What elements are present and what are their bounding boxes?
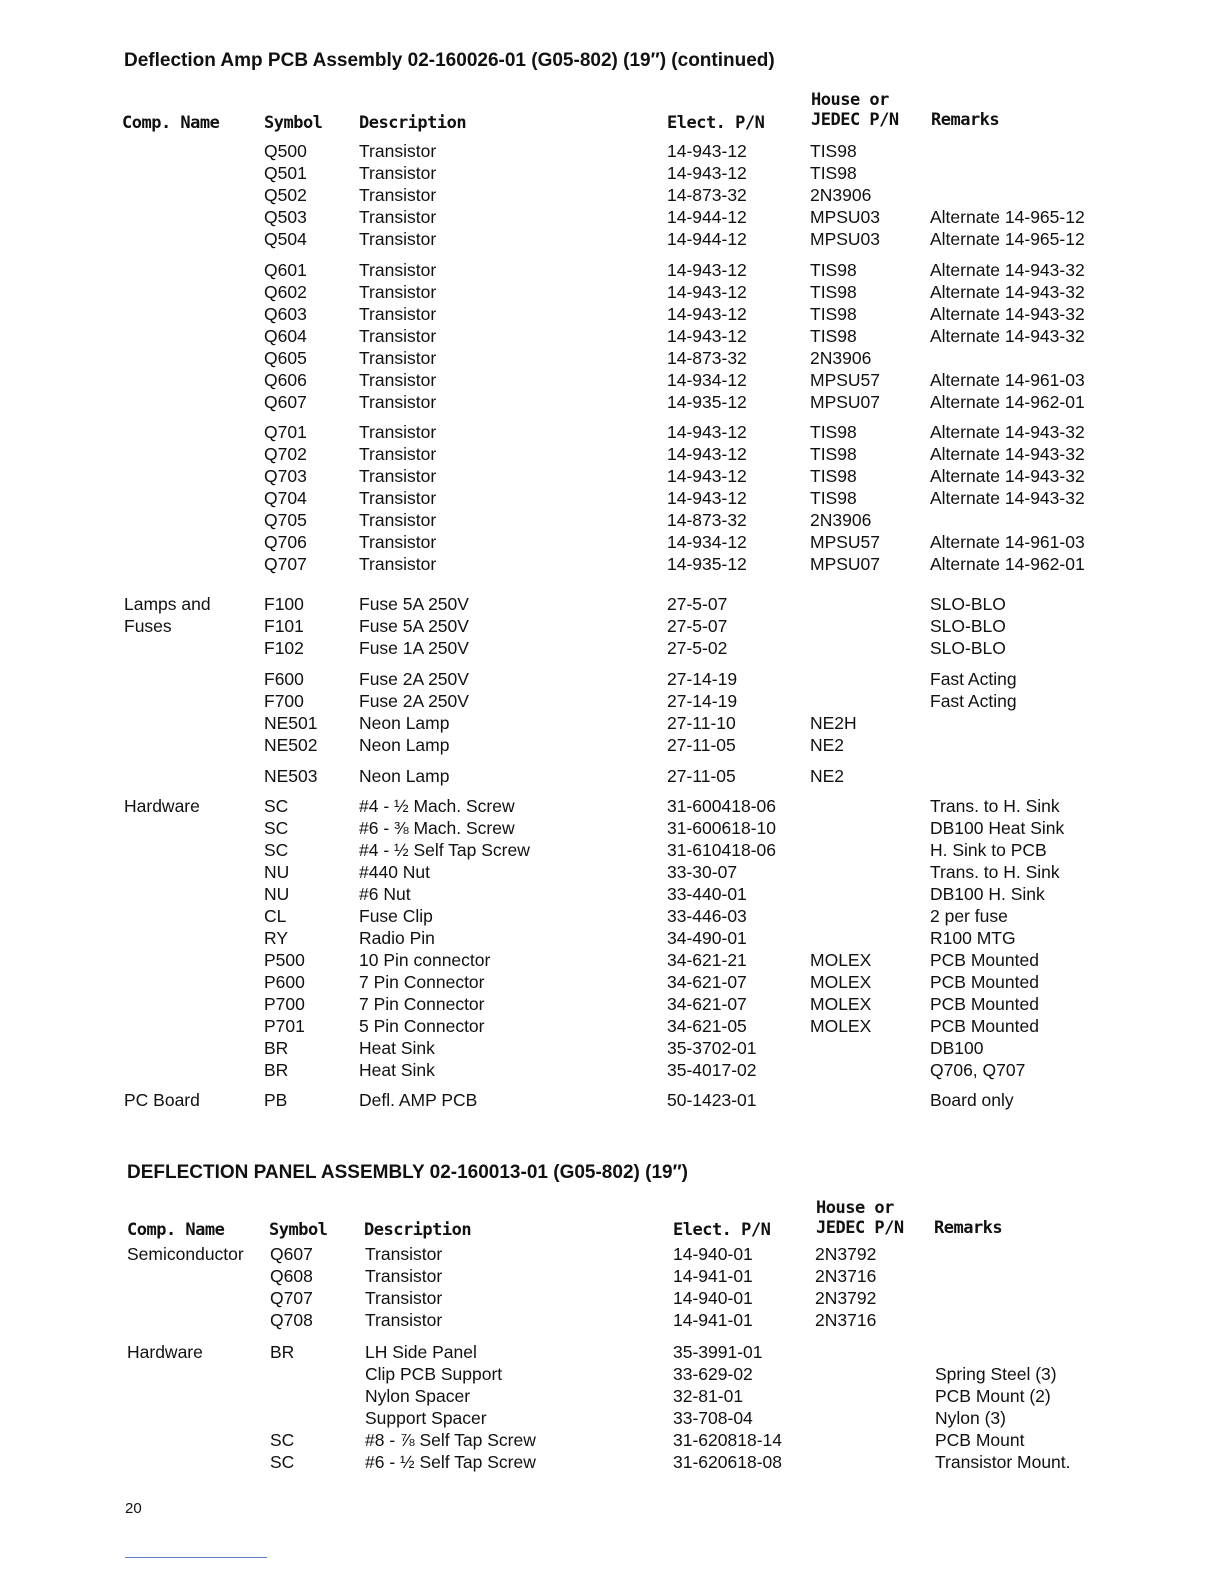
- cell-desc: Transistor: [359, 488, 437, 508]
- cell-desc: LH Side Panel: [365, 1342, 477, 1362]
- table-row: [0, 1341, 1224, 1363]
- cell-symbol: Q706: [264, 532, 307, 552]
- cell-remarks: PCB Mounted: [930, 1016, 1039, 1036]
- cell-symbol: Q707: [270, 1288, 313, 1308]
- cell-elect: 14-873-32: [667, 185, 747, 205]
- cell-remarks: Trans. to H. Sink: [930, 862, 1060, 882]
- cell-elect: 31-600418-06: [667, 796, 776, 816]
- table-row: [0, 883, 1224, 905]
- cell-desc: Radio Pin: [359, 928, 435, 948]
- cell-elect: 14-943-12: [667, 141, 747, 161]
- cell-symbol: Q604: [264, 326, 307, 346]
- cell-elect: 34-490-01: [667, 928, 747, 948]
- cell-comp: Fuses: [124, 616, 172, 636]
- cell-remarks: PCB Mounted: [930, 972, 1039, 992]
- cell-symbol: Q701: [264, 422, 307, 442]
- table-row: [0, 1015, 1224, 1037]
- cell-desc: Transistor: [359, 466, 437, 486]
- cell-house: MOLEX: [810, 950, 872, 970]
- cell-elect: 34-621-21: [667, 950, 747, 970]
- cell-desc: Transistor: [365, 1288, 443, 1308]
- cell-desc: Heat Sink: [359, 1038, 435, 1058]
- cell-desc: Transistor: [359, 510, 437, 530]
- cell-remarks: Alternate 14-961-03: [930, 532, 1085, 552]
- cell-elect: 14-943-12: [667, 260, 747, 280]
- cell-desc: #8 - ⅞ Self Tap Screw: [365, 1430, 536, 1450]
- cell-desc: #4 - ½ Mach. Screw: [359, 796, 515, 816]
- table-row: [0, 712, 1224, 734]
- header-house-line1: House or: [811, 90, 889, 110]
- table-row: [0, 1287, 1224, 1309]
- cell-remarks: Trans. to H. Sink: [930, 796, 1060, 816]
- cell-elect: 14-941-01: [673, 1266, 753, 1286]
- header-symbol: Symbol: [264, 113, 323, 133]
- cell-symbol: NE502: [264, 735, 318, 755]
- table-row: [0, 140, 1224, 162]
- table-row: [0, 1089, 1224, 1111]
- cell-elect: 34-621-07: [667, 994, 747, 1014]
- cell-symbol: Q702: [264, 444, 307, 464]
- cell-house: MPSU57: [810, 532, 881, 552]
- cell-desc: Fuse 2A 250V: [359, 669, 469, 689]
- cell-remarks: Board only: [930, 1090, 1014, 1110]
- cell-symbol: Q501: [264, 163, 307, 183]
- cell-elect: 14-943-12: [667, 422, 747, 442]
- cell-remarks: DB100 H. Sink: [930, 884, 1045, 904]
- cell-house: TIS98: [810, 444, 857, 464]
- cell-desc: Transistor: [359, 207, 437, 227]
- cell-house: TIS98: [810, 304, 857, 324]
- cell-elect: 14-943-12: [667, 304, 747, 324]
- table-row: [0, 1037, 1224, 1059]
- cell-house: MPSU57: [810, 370, 881, 390]
- table-row: [0, 509, 1224, 531]
- header-comp-name: Comp. Name: [122, 113, 220, 133]
- cell-desc: Nylon Spacer: [365, 1386, 471, 1406]
- cell-symbol: Q606: [264, 370, 307, 390]
- table-row: [0, 839, 1224, 861]
- cell-desc: Transistor: [359, 532, 437, 552]
- cell-comp: PC Board: [124, 1090, 200, 1110]
- cell-desc: Transistor: [359, 444, 437, 464]
- cell-elect: 31-620818-14: [673, 1430, 782, 1450]
- cell-elect: 14-943-12: [667, 466, 747, 486]
- cell-elect: 35-3702-01: [667, 1038, 757, 1058]
- cell-house: 2N3906: [810, 185, 872, 205]
- cell-comp: Hardware: [127, 1342, 203, 1362]
- cell-remarks: DB100: [930, 1038, 984, 1058]
- cell-elect: 32-81-01: [673, 1386, 744, 1406]
- cell-desc: #6 - ⅜ Mach. Screw: [359, 818, 515, 838]
- cell-desc: #6 - ½ Self Tap Screw: [365, 1452, 536, 1472]
- cell-elect: 31-620618-08: [673, 1452, 782, 1472]
- cell-desc: Fuse Clip: [359, 906, 433, 926]
- cell-elect: 14-873-32: [667, 348, 747, 368]
- page-number: 20: [125, 1500, 142, 1517]
- cell-house: MPSU03: [810, 207, 881, 227]
- cell-symbol: SC: [270, 1430, 295, 1450]
- cell-remarks: PCB Mount (2): [935, 1386, 1051, 1406]
- cell-symbol: F100: [264, 594, 304, 614]
- cell-house: TIS98: [810, 282, 857, 302]
- cell-symbol: P500: [264, 950, 305, 970]
- cell-remarks: Fast Acting: [930, 691, 1017, 711]
- cell-desc: Fuse 1A 250V: [359, 638, 469, 658]
- cell-desc: #440 Nut: [359, 862, 431, 882]
- cell-house: MOLEX: [810, 972, 872, 992]
- cell-house: 2N3906: [810, 510, 872, 530]
- cell-elect: 33-629-02: [673, 1364, 753, 1384]
- header-elect-pn: Elect. P/N: [667, 113, 765, 133]
- cell-house: TIS98: [810, 466, 857, 486]
- cell-symbol: Q705: [264, 510, 307, 530]
- header-elect-pn: Elect. P/N: [673, 1220, 771, 1240]
- cell-symbol: PB: [264, 1090, 288, 1110]
- cell-desc: Transistor: [359, 348, 437, 368]
- section-title: DEFLECTION PANEL ASSEMBLY 02-160013-01 (G05-802) (19″): [127, 1162, 689, 1183]
- table-row: [0, 347, 1224, 369]
- header-house-line1: House or: [816, 1198, 894, 1218]
- table-row: [0, 303, 1224, 325]
- cell-house: TIS98: [810, 163, 857, 183]
- cell-remarks: Alternate 14-962-01: [930, 392, 1085, 412]
- cell-comp: Lamps and: [124, 594, 211, 614]
- cell-remarks: H. Sink to PCB: [930, 840, 1047, 860]
- cell-elect: 34-621-07: [667, 972, 747, 992]
- cell-desc: 5 Pin Connector: [359, 1016, 485, 1036]
- table-row: [0, 690, 1224, 712]
- cell-desc: Neon Lamp: [359, 735, 450, 755]
- cell-symbol: Q603: [264, 304, 307, 324]
- cell-elect: 33-30-07: [667, 862, 738, 882]
- cell-symbol: SC: [264, 840, 289, 860]
- cell-desc: 7 Pin Connector: [359, 972, 485, 992]
- cell-house: 2N3792: [815, 1244, 877, 1264]
- cell-symbol: Q504: [264, 229, 307, 249]
- cell-remarks: DB100 Heat Sink: [930, 818, 1065, 838]
- section-title: Deflection Amp PCB Assembly 02-160026-01 (G05-802) (19″) (continued): [124, 50, 775, 71]
- table-row: [0, 668, 1224, 690]
- cell-house: MOLEX: [810, 994, 872, 1014]
- table-row: [0, 553, 1224, 575]
- header-description: Description: [364, 1220, 472, 1240]
- cell-comp: Semiconductor: [127, 1244, 244, 1264]
- table-row: [0, 765, 1224, 787]
- cell-elect: 14-934-12: [667, 370, 747, 390]
- cell-symbol: SC: [270, 1452, 295, 1472]
- table-row: [0, 1451, 1224, 1473]
- cell-elect: 27-11-05: [667, 735, 736, 755]
- cell-remarks: Alternate 14-965-12: [930, 207, 1085, 227]
- cell-house: NE2: [810, 735, 845, 755]
- table-row: [0, 281, 1224, 303]
- cell-desc: Transistor: [359, 554, 437, 574]
- cell-remarks: PCB Mount: [935, 1430, 1025, 1450]
- header-description: Description: [359, 113, 467, 133]
- table-row: [0, 443, 1224, 465]
- cell-elect: 35-3991-01: [673, 1342, 763, 1362]
- cell-desc: Transistor: [359, 422, 437, 442]
- cell-elect: 50-1423-01: [667, 1090, 757, 1110]
- cell-remarks: SLO-BLO: [930, 638, 1006, 658]
- cell-remarks: Spring Steel (3): [935, 1364, 1057, 1384]
- cell-desc: Transistor: [359, 392, 437, 412]
- cell-elect: 31-610418-06: [667, 840, 776, 860]
- cell-symbol: BR: [264, 1038, 289, 1058]
- cell-symbol: SC: [264, 818, 289, 838]
- cell-elect: 27-5-02: [667, 638, 728, 658]
- table-row: [0, 734, 1224, 756]
- cell-desc: Support Spacer: [365, 1408, 487, 1428]
- cell-symbol: P701: [264, 1016, 305, 1036]
- cell-desc: Transistor: [359, 229, 437, 249]
- cell-elect: 14-944-12: [667, 229, 747, 249]
- table-row: [0, 1363, 1224, 1385]
- cell-symbol: P600: [264, 972, 305, 992]
- cell-remarks: Alternate 14-943-32: [930, 326, 1085, 346]
- table-row: [0, 391, 1224, 413]
- table-row: [0, 162, 1224, 184]
- cell-elect: 14-943-12: [667, 326, 747, 346]
- cell-desc: Transistor: [359, 141, 437, 161]
- table-row: [0, 1243, 1224, 1265]
- cell-remarks: PCB Mounted: [930, 950, 1039, 970]
- cell-remarks: Fast Acting: [930, 669, 1017, 689]
- cell-symbol: CL: [264, 906, 287, 926]
- header-symbol: Symbol: [269, 1220, 328, 1240]
- cell-remarks: Alternate 14-943-32: [930, 282, 1085, 302]
- cell-remarks: Alternate 14-943-32: [930, 260, 1085, 280]
- table-row: [0, 1309, 1224, 1331]
- cell-desc: Neon Lamp: [359, 713, 450, 733]
- cell-house: MPSU03: [810, 229, 881, 249]
- table-row: [0, 795, 1224, 817]
- cell-elect: 27-5-07: [667, 616, 728, 636]
- cell-house: MPSU07: [810, 392, 881, 412]
- cell-desc: #6 Nut: [359, 884, 411, 904]
- cell-desc: #4 - ½ Self Tap Screw: [359, 840, 530, 860]
- cell-desc: Transistor: [365, 1266, 443, 1286]
- cell-remarks: SLO-BLO: [930, 594, 1006, 614]
- cell-elect: 27-11-05: [667, 766, 736, 786]
- cell-desc: Transistor: [365, 1244, 443, 1264]
- table-row: [0, 228, 1224, 250]
- cell-symbol: Q601: [264, 260, 307, 280]
- cell-house: TIS98: [810, 422, 857, 442]
- cell-remarks: Alternate 14-943-32: [930, 422, 1085, 442]
- cell-desc: Fuse 2A 250V: [359, 691, 469, 711]
- cell-symbol: BR: [264, 1060, 289, 1080]
- table-row: [0, 637, 1224, 659]
- cell-desc: Defl. AMP PCB: [359, 1090, 478, 1110]
- table-row: [0, 421, 1224, 443]
- cell-symbol: Q605: [264, 348, 307, 368]
- cell-remarks: Alternate 14-943-32: [930, 304, 1085, 324]
- table-row: [0, 1059, 1224, 1081]
- cell-elect: 14-943-12: [667, 444, 747, 464]
- cell-desc: 7 Pin Connector: [359, 994, 485, 1014]
- cell-symbol: Q607: [264, 392, 307, 412]
- cell-remarks: Transistor Mount.: [935, 1452, 1071, 1472]
- cell-remarks: Alternate 14-943-32: [930, 444, 1085, 464]
- cell-house: TIS98: [810, 260, 857, 280]
- cell-symbol: NE501: [264, 713, 318, 733]
- cell-symbol: F102: [264, 638, 304, 658]
- table-row: [0, 531, 1224, 553]
- cell-remarks: Alternate 14-961-03: [930, 370, 1085, 390]
- table-row: [0, 1265, 1224, 1287]
- cell-symbol: BR: [270, 1342, 295, 1362]
- cell-elect: 14-935-12: [667, 554, 747, 574]
- cell-elect: 27-14-19: [667, 669, 738, 689]
- cell-desc: Clip PCB Support: [365, 1364, 503, 1384]
- cell-elect: 14-940-01: [673, 1244, 753, 1264]
- cell-elect: 31-600618-10: [667, 818, 776, 838]
- cell-house: NE2: [810, 766, 845, 786]
- cell-comp: Hardware: [124, 796, 200, 816]
- cell-desc: Fuse 5A 250V: [359, 616, 469, 636]
- cell-elect: 27-14-19: [667, 691, 738, 711]
- cell-elect: 34-621-05: [667, 1016, 747, 1036]
- footer-rule: [125, 1557, 267, 1558]
- cell-elect: 27-5-07: [667, 594, 728, 614]
- cell-house: 2N3906: [810, 348, 872, 368]
- cell-remarks: SLO-BLO: [930, 616, 1006, 636]
- cell-symbol: Q503: [264, 207, 307, 227]
- header-remarks: Remarks: [934, 1218, 1003, 1238]
- cell-elect: 14-943-12: [667, 163, 747, 183]
- cell-desc: Transistor: [359, 185, 437, 205]
- cell-symbol: SC: [264, 796, 289, 816]
- header-remarks: Remarks: [931, 110, 1000, 130]
- table-row: [0, 817, 1224, 839]
- table-row: [0, 1385, 1224, 1407]
- cell-desc: Transistor: [359, 282, 437, 302]
- cell-elect: 14-943-12: [667, 282, 747, 302]
- cell-symbol: P700: [264, 994, 305, 1014]
- table-row: [0, 927, 1224, 949]
- cell-desc: Transistor: [359, 260, 437, 280]
- cell-elect: 27-11-10: [667, 713, 736, 733]
- table-row: [0, 184, 1224, 206]
- table-row: [0, 206, 1224, 228]
- cell-remarks: Q706, Q707: [930, 1060, 1026, 1080]
- cell-elect: 14-873-32: [667, 510, 747, 530]
- table-row: [0, 259, 1224, 281]
- cell-remarks: R100 MTG: [930, 928, 1016, 948]
- cell-elect: 14-934-12: [667, 532, 747, 552]
- cell-remarks: Alternate 14-965-12: [930, 229, 1085, 249]
- table-row: [0, 615, 1224, 637]
- cell-desc: Neon Lamp: [359, 766, 450, 786]
- cell-desc: Transistor: [359, 326, 437, 346]
- cell-elect: 33-708-04: [673, 1408, 753, 1428]
- cell-remarks: PCB Mounted: [930, 994, 1039, 1014]
- cell-desc: Transistor: [359, 304, 437, 324]
- cell-symbol: Q608: [270, 1266, 313, 1286]
- cell-desc: Transistor: [359, 163, 437, 183]
- cell-symbol: NE503: [264, 766, 318, 786]
- cell-symbol: Q703: [264, 466, 307, 486]
- cell-elect: 14-941-01: [673, 1310, 753, 1330]
- cell-elect: 14-943-12: [667, 488, 747, 508]
- cell-symbol: F700: [264, 691, 304, 711]
- cell-house: MOLEX: [810, 1016, 872, 1036]
- cell-symbol: RY: [264, 928, 288, 948]
- cell-desc: 10 Pin connector: [359, 950, 491, 970]
- cell-symbol: Q502: [264, 185, 307, 205]
- cell-house: 2N3792: [815, 1288, 877, 1308]
- table-row: [0, 861, 1224, 883]
- cell-elect: 14-944-12: [667, 207, 747, 227]
- cell-symbol: F600: [264, 669, 304, 689]
- cell-elect: 33-440-01: [667, 884, 747, 904]
- table-row: [0, 369, 1224, 391]
- table-row: [0, 487, 1224, 509]
- cell-house: 2N3716: [815, 1266, 877, 1286]
- cell-symbol: F101: [264, 616, 304, 636]
- cell-remarks: 2 per fuse: [930, 906, 1008, 926]
- cell-house: NE2H: [810, 713, 857, 733]
- cell-symbol: Q707: [264, 554, 307, 574]
- table-row: [0, 993, 1224, 1015]
- header-house-line2: JEDEC P/N: [816, 1218, 904, 1238]
- cell-remarks: Nylon (3): [935, 1408, 1006, 1428]
- cell-symbol: NU: [264, 862, 290, 882]
- table-row: [0, 465, 1224, 487]
- cell-desc: Transistor: [359, 370, 437, 390]
- cell-symbol: Q704: [264, 488, 307, 508]
- cell-desc: Fuse 5A 250V: [359, 594, 469, 614]
- table-row: [0, 593, 1224, 615]
- table-row: [0, 1429, 1224, 1451]
- cell-elect: 14-935-12: [667, 392, 747, 412]
- cell-desc: Heat Sink: [359, 1060, 435, 1080]
- table-row: [0, 971, 1224, 993]
- cell-elect: 33-446-03: [667, 906, 747, 926]
- cell-remarks: Alternate 14-962-01: [930, 554, 1085, 574]
- table-row: [0, 325, 1224, 347]
- table-row: [0, 905, 1224, 927]
- cell-desc: Transistor: [365, 1310, 443, 1330]
- cell-elect: 35-4017-02: [667, 1060, 757, 1080]
- cell-remarks: Alternate 14-943-32: [930, 466, 1085, 486]
- table-row: [0, 949, 1224, 971]
- cell-symbol: Q708: [270, 1310, 313, 1330]
- header-house-line2: JEDEC P/N: [811, 110, 899, 130]
- cell-symbol: Q500: [264, 141, 307, 161]
- cell-house: TIS98: [810, 488, 857, 508]
- table-row: [0, 1407, 1224, 1429]
- cell-symbol: Q602: [264, 282, 307, 302]
- cell-house: TIS98: [810, 326, 857, 346]
- cell-elect: 14-940-01: [673, 1288, 753, 1308]
- cell-symbol: NU: [264, 884, 290, 904]
- cell-house: 2N3716: [815, 1310, 877, 1330]
- cell-house: TIS98: [810, 141, 857, 161]
- cell-remarks: Alternate 14-943-32: [930, 488, 1085, 508]
- header-comp-name: Comp. Name: [127, 1220, 225, 1240]
- cell-house: MPSU07: [810, 554, 881, 574]
- cell-symbol: Q607: [270, 1244, 313, 1264]
